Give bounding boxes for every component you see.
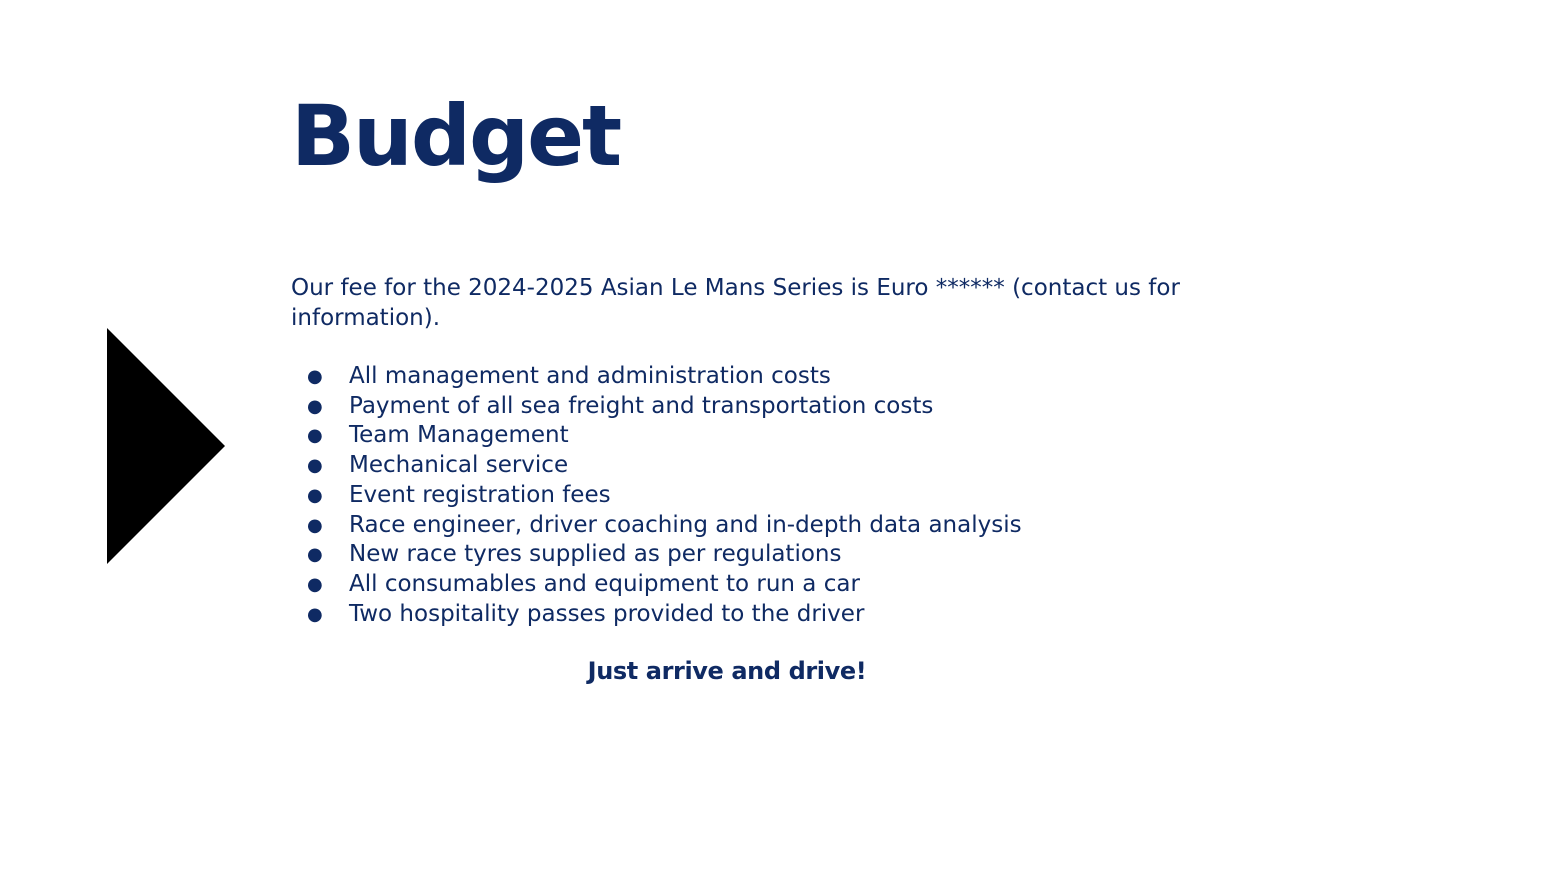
- bullet-icon: ●: [307, 484, 323, 506]
- bullet-icon: ●: [307, 544, 323, 566]
- list-item-text: Race engineer, driver coaching and in-depth data analysis: [349, 511, 1022, 538]
- bullet-icon: ●: [307, 603, 323, 625]
- list-item: [307, 421, 1287, 451]
- list-item: [307, 392, 1287, 422]
- list-item: [307, 451, 1287, 481]
- list-item-text: All consumables and equipment to run a car: [349, 570, 860, 597]
- list-item: [307, 540, 1287, 570]
- list-item-text: Mechanical service: [349, 452, 569, 479]
- bullet-icon: ●: [307, 514, 323, 536]
- page-title: Budget: [291, 87, 621, 185]
- list-item: [307, 362, 1287, 392]
- intro-text: Our fee for the 2024-2025 Asian Le Mans Series is Euro ****** (contact us for information).: [291, 275, 1180, 331]
- tagline: Just arrive and drive!: [587, 657, 867, 685]
- bullet-icon: ●: [307, 573, 323, 595]
- bullet-icon: ●: [307, 425, 323, 447]
- list-item: [307, 570, 1287, 600]
- list-item-text: Two hospitality passes provided to the driver: [349, 600, 865, 627]
- list-item-text: All management and administration costs: [349, 363, 831, 389]
- list-item-text: Event registration fees: [349, 481, 611, 508]
- included-items-list: [307, 362, 1287, 629]
- list-item: [307, 511, 1287, 541]
- list-item: [307, 600, 1287, 630]
- list-item-text: New race tyres supplied as per regulations: [349, 541, 842, 568]
- bullet-icon: ●: [307, 455, 323, 477]
- list-item-text: Payment of all sea freight and transportation costs: [349, 392, 934, 419]
- list-item: [307, 481, 1287, 511]
- list-item-text: Team Management: [349, 422, 569, 449]
- bullet-icon: ●: [307, 395, 323, 417]
- bullet-icon: ●: [307, 366, 323, 387]
- triangle-arrow-icon: [107, 328, 225, 564]
